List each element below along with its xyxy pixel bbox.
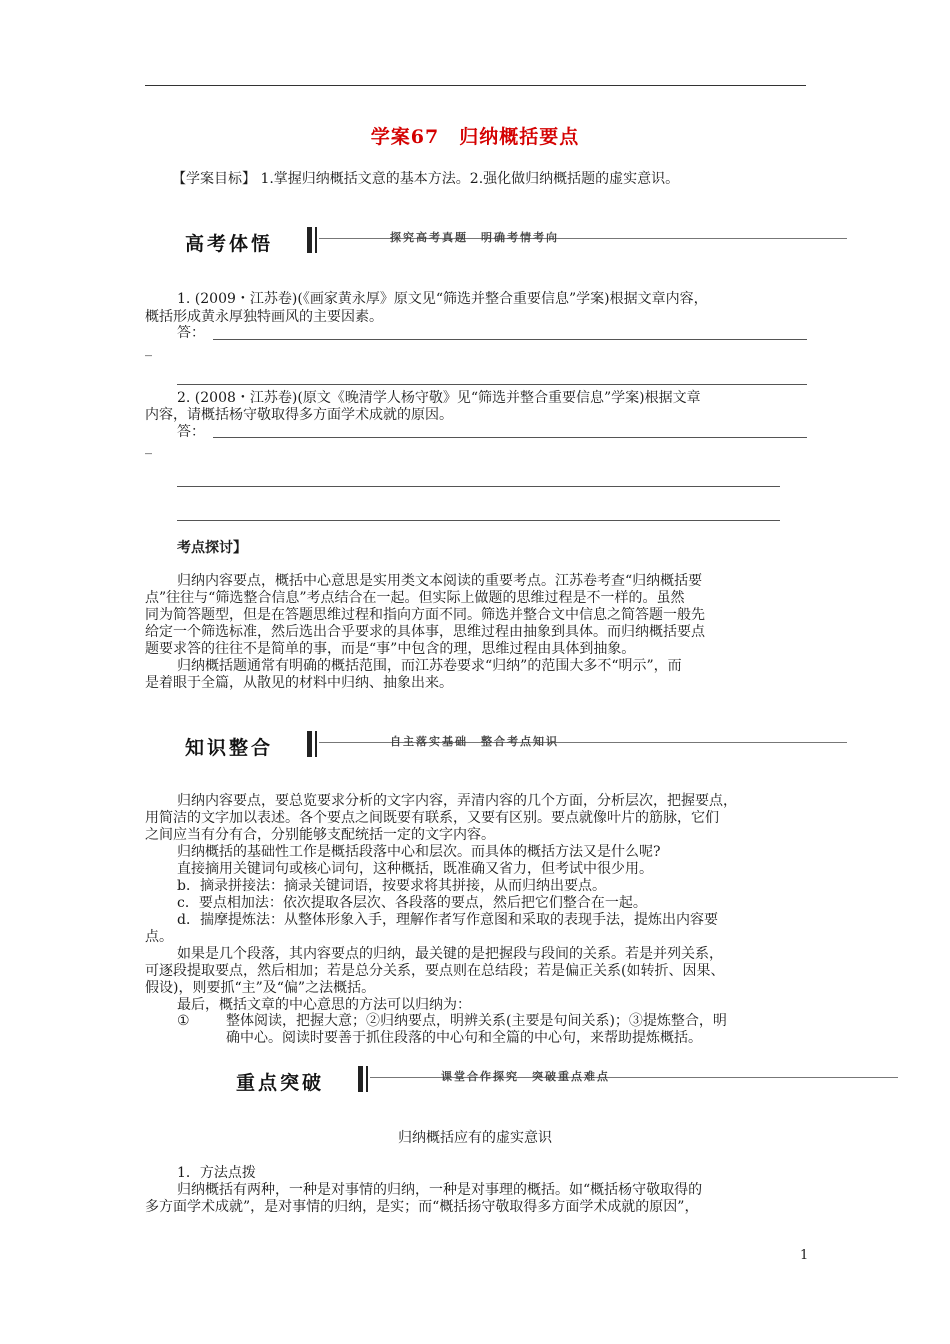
section-subtitle: 课堂合作探究 突破重点难点 [441,1070,610,1083]
zhishi-line: 之间应当有分有合，分别能够支配统括一定的文字内容。 [145,827,495,843]
zhishi-line: 点。 [145,929,173,945]
section-subtitle: 自主落实基础 整合考点知识 [390,735,559,748]
section-title: 重点突破 [236,1072,325,1094]
kaodian-p1-line: 给定一个筛选标准，然后选出合乎要求的具体事，思维过程由抽象到具体。而归纳概括要点 [145,624,705,640]
kaodian-p2-line: 是着眼于全篇，从散见的材料中归纳、抽象出来。 [145,675,453,691]
q2-dash: _ [145,439,152,455]
section-bar [307,731,312,757]
section-header-gaokao [185,227,847,263]
q2-answer-line-3 [177,520,780,521]
section-header-zhongdian [236,1066,898,1102]
kaodian-p1-line: 归纳内容要点，概括中心意思是实用类文本阅读的重要考点。江苏卷考查“归纳概括要 [177,573,703,589]
q1-answer-line-2 [177,384,807,385]
page-number: 1 [800,1248,809,1263]
zhongdian-item: 1．方法点拨 [177,1165,256,1181]
q1-answer-label: 答： [177,325,205,341]
page-title: 学案67 归纳概括要点 [370,126,580,148]
top-rule [145,85,806,86]
zhishi-line: 归纳内容要点，要总览要求分析的文字内容，弄清内容的几个方面，分析层次，把握要点， [177,793,737,809]
zhishi-line: b．摘录拼接法：摘录关键词语，按要求将其拼接，从而归纳出要点。 [177,878,606,894]
q1-answer-line [213,339,807,340]
zhishi-line: 确中心。阅读时要善于抓住段落的中心句和全篇的中心句，来帮助提炼概括。 [226,1030,702,1046]
zhishi-line: 如果是几个段落，其内容要点的归纳，最关键的是把握段与段间的关系。若是并列关系， [177,946,723,962]
section-bar [307,227,312,253]
zhishi-line: 可逐段提取要点，然后相加；若是总分关系，要点则在总结段；若是偏正关系(如转折、因果、 [145,963,725,979]
q2-answer-line [213,437,807,438]
objectives: 【学案目标】 1.掌握归纳概括文意的基本方法。2.强化做归纳概括题的虚实意识。 [172,171,680,187]
zhishi-line: 最后，概括文章的中心意思的方法可以归纳为： [177,997,471,1013]
section-title: 知识整合 [185,737,274,759]
section-subtitle: 探究高考真题 明确考情考向 [390,231,559,244]
kaodian-p1-line: 同为简答题型，但是在答题思维过程和指向方面不同。筛选并整合文中信息之简答题一般先 [145,607,705,623]
section-header-zhishi [185,731,847,767]
section-bar-thin [366,1066,368,1092]
q2-answer-line-2 [177,486,780,487]
q2-answer-label: 答： [177,424,205,440]
section-bar [358,1066,363,1092]
zhishi-line: 整体阅读，把握大意；②归纳要点，明辨关系(主要是句间关系)；③提炼整合，明 [226,1013,727,1029]
q2-line1: 2. (2008・江苏卷)(原文《晚清学人杨守敬》见“筛选并整合重要信息”学案)根据文章 [177,390,701,406]
zhongdian-line: 多方面学术成就”，是对事情的归纳，是实；而“概括扬守敬取得多方面学术成就的原因”， [145,1199,699,1215]
zhishi-line: 归纳概括的基础性工作是概括段落中心和层次。而具体的概括方法又是什么呢? [177,844,661,860]
zhishi-line: 用简洁的文字加以表述。各个要点之间既要有联系，又要有区别。要点就像叶片的筋脉，它们 [145,810,719,826]
section-title: 高考体悟 [185,233,274,255]
kaodian-p1-line: 点”往往与“筛选整合信息”考点结合在一起。但实际上做题的思维过程是不一样的。虽然 [145,590,685,606]
q1-line2: 概括形成黄永厚独特画风的主要因素。 [145,309,383,325]
kaodian-p1-line: 题要求答的往往不是简单的事，而是“事”中包含的理，思维过程由具体到抽象。 [145,641,636,657]
zhishi-line: 假设)，则要抓“主”及“偏”之法概括。 [145,980,376,996]
zhishi-line: 直接摘用关键词句或核心词句，这种概括，既准确又省力，但考试中很少用。 [177,861,653,877]
zhongdian-line: 归纳概括有两种，一种是对事情的归纳，一种是对事理的概括。如“概括杨守敬取得的 [177,1182,703,1198]
zhishi-line: d．揣摩提炼法：从整体形象入手，理解作者写作意图和采取的表现手法，提炼出内容要 [177,912,718,928]
zhongdian-center-title: 归纳概括应有的虚实意识 [398,1130,552,1146]
kaodian-heading: 考点探讨】 [177,540,247,556]
q1-line1: 1. (2009・江苏卷)(《画家黄永厚》原文见“筛选并整合重要信息”学案)根据文章内容， [177,291,708,307]
zhishi-line: c．要点相加法：依次提取各层次、各段落的要点，然后把它们整合在一起。 [177,895,647,911]
q2-line2: 内容，请概括杨守敬取得多方面学术成就的原因。 [145,407,453,423]
q1-dash: _ [145,341,152,357]
section-bar-thin [315,227,317,253]
section-bar-thin [315,731,317,757]
circle-number: ① [177,1013,190,1029]
kaodian-p2-line: 归纳概括题通常有明确的概括范围，而江苏卷要求“归纳”的范围大多不“明示”，而 [177,658,682,674]
